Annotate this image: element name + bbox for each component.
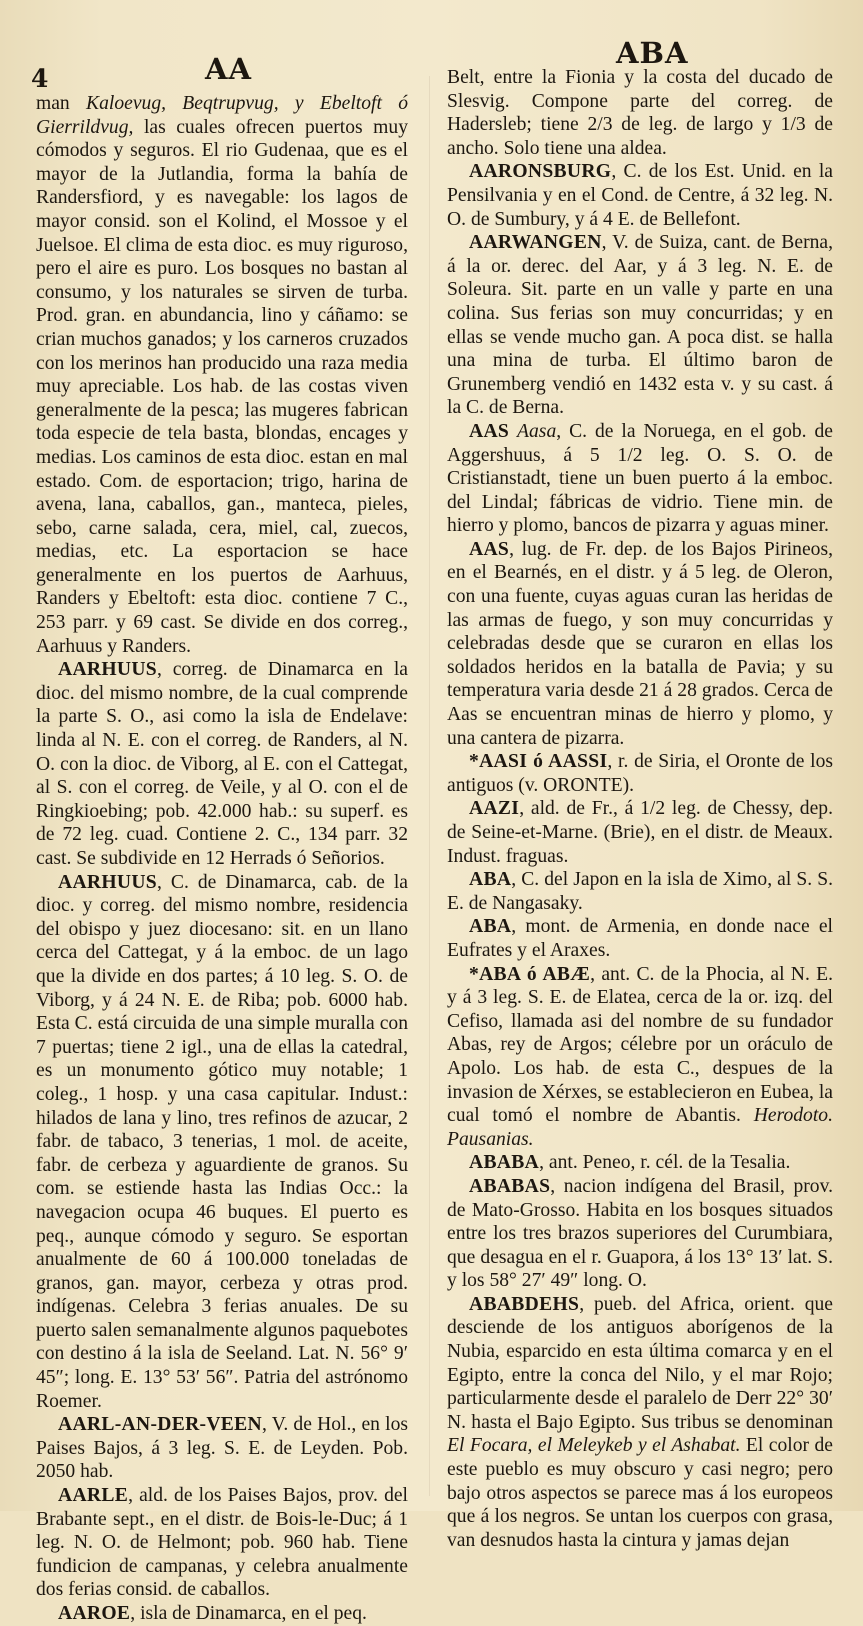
italic-text: Herodoto. Pausanias. bbox=[447, 1105, 833, 1150]
dictionary-entry bbox=[447, 160, 833, 231]
dictionary-entry bbox=[36, 658, 408, 870]
page-number: 4 bbox=[31, 64, 49, 93]
entry-text: , C. del Japon en la isla de Ximo, al S. S. E. de Nangasaky. bbox=[447, 869, 833, 914]
headword: AAS bbox=[469, 420, 510, 442]
headword: *ABA ó ABÆ bbox=[469, 963, 591, 985]
dictionary-entry bbox=[447, 1151, 833, 1175]
headword: AAS bbox=[469, 538, 510, 560]
headword: ABABDEHS bbox=[469, 1293, 580, 1315]
entry-text: , correg. de Dinamarca en la dioc. del mismo nombre, de la cual comprende la parte S. O., asi como la isla de Endelave: linda al N. E. con el correg. de Randers, al N. O. con la dioc. de Viborg, al E. con el Cattegat, al S. con el correg. de Veile, y al O. con el de Ringkioebing; pob. 42.000 hab.: su superf. es de 72 leg. cuad. Contiene 2. C., 134 parr. 32 cast. Se subdivide en 12 Herrads ó Señorios. bbox=[36, 659, 408, 869]
headword: AAZI bbox=[469, 798, 520, 820]
entry-text: , C. de los Est. Unid. en la Pensilvania y en el Cond. de Centre, á 32 leg. N. O. de Sumbury, y á 4 E. de Bellefont. bbox=[447, 161, 833, 230]
headword: AARHUUS bbox=[58, 659, 157, 681]
dictionary-entry bbox=[447, 1175, 833, 1293]
headword: ABABA bbox=[469, 1152, 540, 1174]
dictionary-entry bbox=[36, 871, 408, 1414]
italic-text: El Focara, el Meleykeb y el Ashabat. bbox=[447, 1435, 741, 1457]
italic-text: Aasa bbox=[517, 420, 557, 442]
headword: *AASI ó AASSI bbox=[469, 751, 608, 773]
dictionary-entry bbox=[447, 963, 833, 1152]
entry-text: , C. de Dinamarca, cab. de la dioc. y correg. del mismo nombre, residencia del obispo y juez diocesano: sit. en un llano cerca del Cattegat, y á la emboc. de un lago que la divide en dos partes; á 10 leg. S. O. de Viborg, y á 24 N. E. de Riba; pob. 6000 hab. Esta C. está circuida de una simple muralla con 7 puertas; tiene 2 igl., una de ellas la catedral, es un monumento gótico muy notable; 1 coleg., 1 hosp. y una casa capitular. Indust.: hilados de lana y lino, tres refinos de azucar, 2 fabr. de tabaco, 3 tenerias, 1 mol. de aceite, fabr. de cerbeza y aguardiente de granos. Su com. se estiende hasta las Indias Occ.: la navegacion ocupa 46 buques. El puerto es peq., aunque cómodo y seguro. Se esportan anualmente de 60 á 100.000 toneladas de granos, gan. mayor, cerbeza y otras prod. indígenas. Celebra 3 ferias anuales. De su puerto salen semanalmente algunos paquebotes con destino á la isla de Seeland. Lat. N. 56° 9′ 45″; long. E. 13° 53′ 56″. Patria del astrónomo Roemer. bbox=[36, 871, 408, 1412]
running-head-left: AA bbox=[205, 52, 253, 86]
headword: AAROE bbox=[58, 1603, 131, 1624]
headword: AARONSBURG bbox=[469, 161, 612, 183]
entry-text bbox=[509, 421, 517, 442]
entry-text: , ald. de los Paises Bajos, prov. del Brabante sept., en el distr. de Bois-le-Duc; á 1 leg. N. O. de Helmont; pob. 960 hab. Tiene fundicion de campanas, y celebra anualmente dos ferias consid. de caballos. bbox=[36, 1485, 408, 1601]
dictionary-entry bbox=[447, 231, 833, 420]
entry-text: , ald. de Fr., á 1/2 leg. de Chessy, dep. de Seine-et-Marne. (Brie), en el distr. de Meaux. Indust. fraguas. bbox=[447, 798, 833, 867]
entry-text: , mont. de Armenia, en donde nace el Eufrates y el Araxes. bbox=[447, 916, 833, 961]
left-column bbox=[36, 92, 408, 1626]
entry-text: , V. de Suiza, cant. de Berna, á la or. derec. del Aar, y á 3 leg. N. E. de Soleura. Sit. parte en un valle y parte en una colina. Sus ferias son muy concurridas; y en ellas se vende mucho gan. A poca dist. se halla una mina de turba. El último baron de Grunemberg vendió en 1432 esta v. y su cast. á la C. de Berna. bbox=[447, 232, 833, 419]
dictionary-entry bbox=[36, 1413, 408, 1484]
entry-text-cont: las cuales ofrecen puertos muy cómodos y seguros. El rio Gudenaa, que es el mayor de la Jutlandia, forma la bahía de Randersfiord, y es navegable: los lagos de mayor consid. son el Kolind, el Mossoe y el Juelsoe. El clima de esta dioc. es muy riguroso, pero el aire es puro. Los bosques no bastan al consumo, y los naturales se sirven de turba. Prod. gran. en abundancia, lino y cáñamo: se crian muchos ganados; y los carneros cruzados con los merinos han producido una raza media muy apreciable. Los hab. de las costas viven generalmente de la pesca; las mugeres fabrican toda especie de tela basta, blondas, encages y medias. Los caminos de esta dioc. estan en mal estado. Com. de esportacion; trigo, harina de avena, lana, caballos, gan., manteca, pieles, sebo, carne salada, cera, miel, cal, zuecos, medias, etc. La esportacion se hace generalmente en los puertos de Aarhuus, Randers y Ebeltoft: esta dioc. contiene 7 C., 253 parr. y 69 cast. Se divide en dos correg., Aarhuus y Randers. bbox=[36, 116, 408, 657]
dictionary-entry bbox=[447, 868, 833, 915]
entry-text-cont: , C. de la Noruega, en el gob. de Aggershuus, á 5 1/2 leg. O. S. O. de Cristianstadt, tiene un buen puerto á la emboc. del Lindal; fábricas de vidrio. Tiene min. de hierro y plomo, bancos de pizarra y aguas miner. bbox=[447, 420, 833, 537]
running-head-right: ABA bbox=[616, 36, 689, 70]
entry-text: Belt, entre la Fionia y la costa del ducado de Slesvig. Compone parte del correg. de Hadersleb; tiene 2/3 de leg. de largo y 1/3 de ancho. Solo tiene una aldea. bbox=[447, 67, 833, 159]
dictionary-entry bbox=[447, 420, 833, 538]
dictionary-entry bbox=[36, 1484, 408, 1602]
entry-text: , isla de Dinamarca, en el peq. bbox=[130, 1603, 367, 1624]
dictionary-entry bbox=[36, 92, 408, 658]
headword: ABABAS bbox=[469, 1175, 551, 1197]
entry-text: man bbox=[36, 93, 87, 114]
headword: AARLE bbox=[58, 1485, 129, 1507]
dictionary-entry bbox=[447, 538, 833, 750]
headword: AARWANGEN bbox=[469, 232, 602, 254]
entry-text: , lug. de Fr. dep. de los Bajos Pirineos, en el Bearnés, en el distr. y á 5 leg. de Oleron, con una fuente, cuyas aguas curan las heridas de las armas de fuego, y son muy concurridas y celebradas desde que se curaron en ellas los soldados heridos en la batalla de Pavia; y su temperatura varia desde 21 á 28 grados. Cerca de Aas se encuentran minas de hierro y plomo, y una cantera de pizarra. bbox=[447, 538, 833, 749]
entry-text: , pueb. del Africa, orient. que desciende de los antiguos aborígenos de la Nubia, esparcido en esta última comarca y en el Egipto, entre la conca del Nilo, y el mar Rojo; particularmente desde el paralelo de Derr 22° 30′ N. hasta el Bajo Egipto. Sus tribus se denominan bbox=[447, 1293, 833, 1433]
column-gutter bbox=[429, 76, 430, 1496]
headword: AARHUUS bbox=[58, 871, 157, 893]
entry-text: , V. de Hol., en los Paises Bajos, á 3 leg. S. E. de Leyden. Pob. 2050 hab. bbox=[36, 1414, 408, 1483]
dictionary-entry bbox=[447, 915, 833, 962]
dictionary-entry bbox=[447, 66, 833, 160]
entry-text: , r. de Siria, el Oronte de los antiguos (v. ORONTE). bbox=[447, 751, 833, 796]
entry-text-cont: El color de este pueblo es muy obscuro y casi negro; pero bajo otros aspectos se parece mas á los europeos que á los negros. Se untan los cuerpos con grasa, van desnudos hasta la cintura y jamas dejan bbox=[447, 1435, 833, 1551]
entry-text: , nacion indígena del Brasil, prov. de Mato-Grosso. Habita en los bosques situados entre los tres brazos superiores del Curumbiara, que desagua en el r. Guapora, á los 13° 13′ lat. S. y los 58° 27′ 49″ long. O. bbox=[447, 1175, 833, 1292]
dictionary-entry bbox=[36, 1602, 408, 1626]
headword: AARL-AN-DER-VEEN bbox=[58, 1414, 262, 1436]
headword: ABA bbox=[469, 869, 512, 891]
dictionary-entry bbox=[447, 797, 833, 868]
entry-text: , ant. C. de la Phocia, al N. E. y á 3 leg. S. E. de Elatea, cerca de la or. izq. del Cefiso, llamada asi del nombre de su fundador Abas, rey de Argos; célebre por un oráculo de Apolo. Los hab. de esta C., despues de la invasion de Xérxes, se establecieron en Eubea, la cual tomó el nombre de Abantis. bbox=[447, 963, 833, 1127]
dictionary-entry bbox=[447, 750, 833, 797]
dictionary-entry bbox=[447, 1293, 833, 1553]
entry-text: , ant. Peneo, r. cél. de la Tesalia. bbox=[539, 1152, 791, 1174]
right-column bbox=[447, 66, 833, 1552]
headword: ABA bbox=[469, 916, 512, 938]
italic-text: Kaloevug, Beqtrupvug, y Ebeltoft ó Gierrildvug, bbox=[36, 93, 408, 138]
